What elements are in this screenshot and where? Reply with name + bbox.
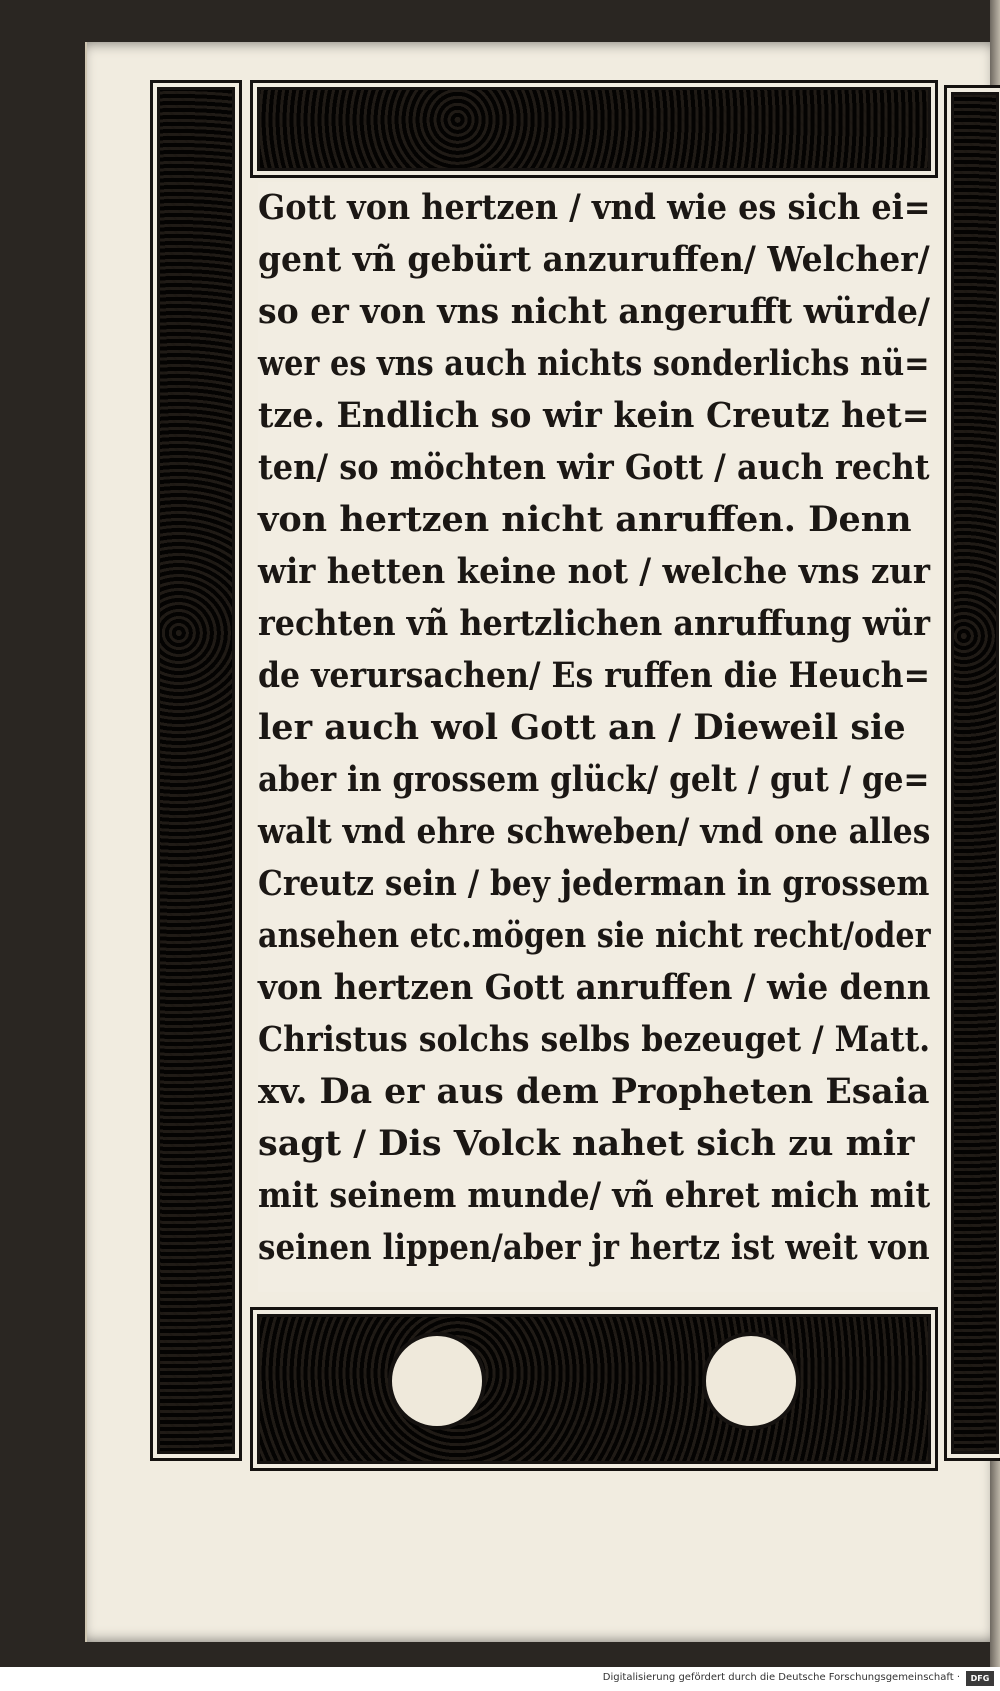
text-line: von hertzen nicht anruffen. Denn bbox=[258, 499, 912, 540]
text-line: wir hetten keine not / welche vns zur bbox=[258, 551, 931, 592]
text-block bbox=[258, 182, 930, 1292]
text-line: so er von vns nicht angerufft würde/ bbox=[258, 291, 930, 332]
text-line: wer es vns auch nichts sonderlichs nü= bbox=[258, 343, 930, 384]
text-line: ler auch wol Gott an / Dieweil sie bbox=[258, 707, 906, 748]
text-line: gent vñ gebürt anzuruffen/ Welcher/ bbox=[258, 239, 930, 280]
text-line: Christus solchs selbs bezeuget / Matt. bbox=[258, 1019, 931, 1060]
text-line: mit seinem munde/ vñ ehret mich mit bbox=[258, 1175, 931, 1216]
text-line: tze. Endlich so wir kein Creutz het= bbox=[258, 395, 930, 436]
text-line: aber in grossem glück/ gelt / gut / ge= bbox=[258, 759, 930, 800]
text-line: ten/ so möchten wir Gott / auch recht bbox=[258, 447, 930, 488]
woodcut-border-bottom bbox=[250, 1307, 938, 1471]
text-line: Gott von hertzen / vnd wie es sich ei= bbox=[258, 187, 931, 228]
woodcut-border-right bbox=[944, 85, 1000, 1461]
text-line: ansehen etc.mögen sie nicht recht/oder bbox=[258, 915, 931, 956]
text-line: von hertzen Gott anruffen / wie denn bbox=[258, 967, 931, 1008]
text-line: de verursachen/ Es ruffen die Heuch= bbox=[258, 655, 931, 696]
text-line: Creutz sein / bey jederman in grossem bbox=[258, 863, 930, 904]
woodcut-border-left bbox=[150, 80, 242, 1461]
funding-credit: Digitalisierung gefördert durch die Deutsche Forschungsgemeinschaft · bbox=[602, 1672, 960, 1683]
text-line: walt vnd ehre schweben/ vnd one alles bbox=[258, 811, 931, 852]
text-line: xv. Da er aus dem Propheten Esaia bbox=[258, 1071, 930, 1112]
woodcut-border-top bbox=[250, 80, 938, 178]
text-line: seinen lippen/aber jr hertz ist weit von bbox=[258, 1227, 930, 1268]
text-line: rechten vñ hertzlichen anruffung wür bbox=[258, 603, 930, 644]
text-line: sagt / Dis Volck nahet sich zu mir bbox=[258, 1123, 915, 1164]
digitization-footer bbox=[0, 1667, 1000, 1691]
dfg-logo-icon: DFG bbox=[966, 1671, 994, 1686]
